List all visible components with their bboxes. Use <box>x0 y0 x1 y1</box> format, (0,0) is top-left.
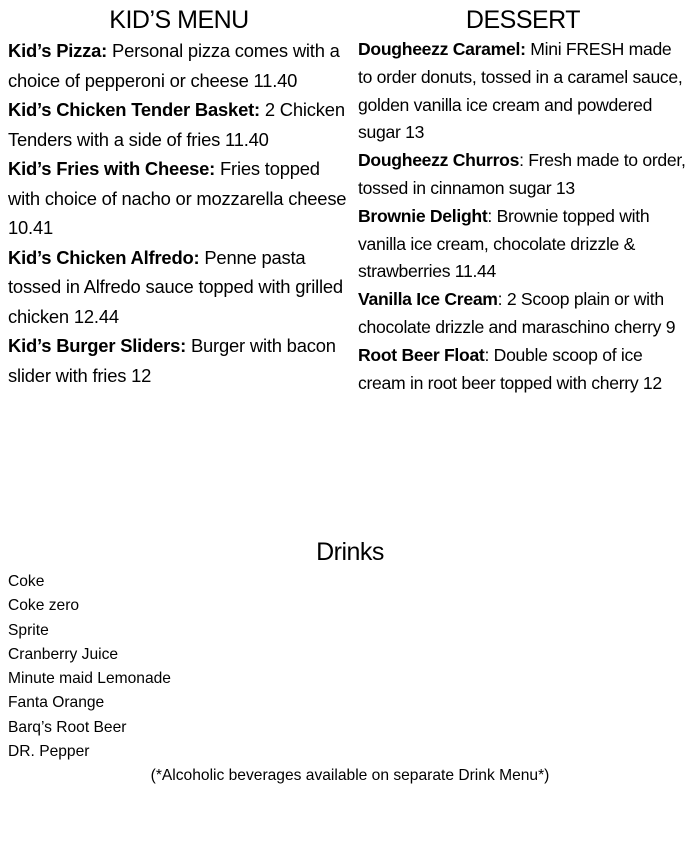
menu-item <box>358 36 688 147</box>
drink-item: Barq’s Root Beer <box>8 718 127 736</box>
drinks-title: Drinks <box>316 538 384 566</box>
menu-item <box>8 36 350 95</box>
item-desc: : 2 Scoop plain or with chocolate drizzle and maraschino cherry 9 <box>358 289 676 337</box>
drink-item: Coke zero <box>8 597 80 615</box>
item-name: Kid’s Fries with Cheese: <box>8 158 216 179</box>
menu-item <box>8 154 350 243</box>
drink-item: Coke <box>8 573 45 590</box>
kids-menu-section <box>8 4 350 390</box>
menu-item <box>8 243 350 332</box>
alcohol-note: (*Alcoholic beverages available on separate Drink Menu*) <box>150 767 550 785</box>
kids-menu-title: KID’S MENU <box>109 6 249 34</box>
menu-item <box>358 147 688 203</box>
item-name: Root Beer Float <box>358 344 485 365</box>
item-name: Kid’s Burger Sliders: <box>8 335 187 356</box>
item-desc: Burger with bacon slider with fries 12 <box>8 335 336 386</box>
item-desc: Fries topped with choice of nacho or mozzarella cheese 10.41 <box>8 158 347 238</box>
dessert-title: DESSERT <box>465 6 581 34</box>
menu-item <box>358 203 688 286</box>
item-desc: : Double scoop of ice cream in root beer topped with cherry 12 <box>358 344 662 393</box>
drink-item: Minute maid Lemonade <box>8 670 171 688</box>
drink-item: DR. Pepper <box>8 743 90 761</box>
item-desc: : Fresh made to order, tossed in cinnamon sugar 13 <box>358 150 686 198</box>
item-desc: Penne pasta tossed in Alfredo sauce topped with grilled chicken 12.44 <box>8 246 343 327</box>
drinks-list <box>8 570 688 764</box>
item-name: Kid’s Chicken Alfredo: <box>8 246 200 268</box>
menu-item <box>8 331 350 390</box>
item-name: Kid’s Pizza: <box>8 40 108 61</box>
drink-item: Fanta Orange <box>8 694 105 712</box>
item-desc: 2 Chicken Tenders with a side of fries 11.40 <box>8 99 345 150</box>
item-name: Kid’s Chicken Tender Basket: <box>8 99 260 120</box>
menu-item <box>8 95 350 154</box>
item-name: Dougheezz Caramel: <box>358 39 526 59</box>
item-desc: : Brownie topped with vanilla ice cream, chocolate drizzle & strawberries 11.44 <box>358 205 650 282</box>
menu-item <box>358 342 688 398</box>
dessert-section <box>358 4 688 397</box>
item-name: Dougheezz Churros <box>358 150 520 171</box>
item-name: Vanilla Ice Cream <box>358 289 498 310</box>
drinks-section <box>0 536 688 788</box>
item-name: Brownie Delight <box>358 205 488 226</box>
menu-item <box>358 286 688 342</box>
drink-item: Sprite <box>8 621 49 639</box>
item-desc: Mini FRESH made to order donuts, tossed in a caramel sauce, golden vanilla ice cream and powdered sugar 13 <box>358 39 683 143</box>
item-desc: Personal pizza comes with a choice of pepperoni or cheese 11.40 <box>8 40 340 91</box>
drink-item: Cranberry Juice <box>8 645 119 663</box>
